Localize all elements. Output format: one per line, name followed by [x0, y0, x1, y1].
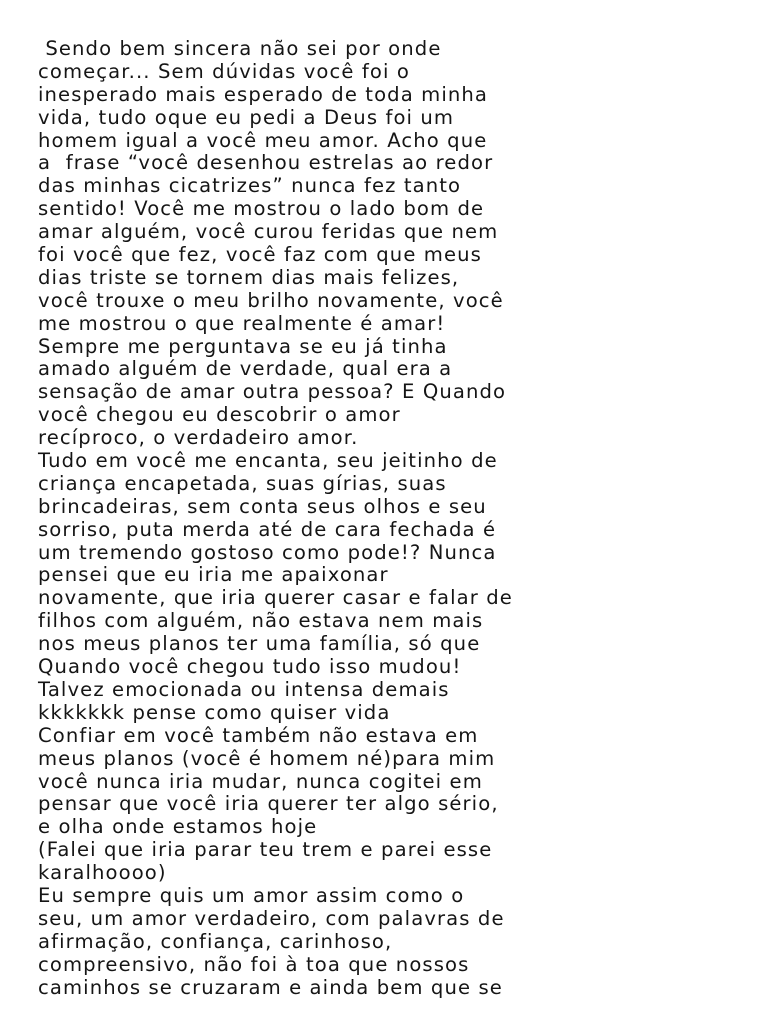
text-line: a frase “você desenhou estrelas ao redor: [38, 151, 494, 175]
text-line: pensei que eu iria me apaixonar: [38, 563, 389, 587]
text-line: Tudo em você me encanta, seu jeitinho de: [38, 449, 498, 473]
text-line: me mostrou o que realmente é amar!: [38, 311, 446, 335]
text-line: um tremendo gostoso como pode!? Nunca: [38, 540, 497, 564]
text-line: vida, tudo oque eu pedi a Deus foi um: [38, 105, 455, 129]
text-line: você nunca iria mudar, nunca cogitei em: [38, 769, 483, 793]
text-line: sorriso, puta merda até de cara fechada é: [38, 517, 497, 541]
text-line: amar alguém, você curou feridas que nem: [38, 220, 499, 244]
text-line: você chegou eu descobrir o amor: [38, 403, 401, 427]
text-line: dias triste se tornem dias mais felizes,: [38, 265, 460, 289]
text-line: homem igual a você meu amor. Acho que: [38, 128, 488, 152]
text-line: amado alguém de verdade, qual era a: [38, 357, 453, 381]
text-line: kkkkkkk pense como quiser vida: [38, 700, 391, 724]
text-line: pensar que você iria querer ter algo sério,: [38, 792, 499, 816]
text-line: e olha onde estamos hoje: [38, 815, 318, 839]
text-line: sentido! Você me mostrou o lado bom de: [38, 197, 485, 221]
text-line: caminhos se cruzaram e ainda bem que se: [38, 975, 503, 999]
text-line: (Falei que iria parar teu trem e parei esse: [38, 838, 493, 862]
text-line: meus planos (você é homem né)para mim: [38, 746, 496, 770]
text-line: karalhoooo): [38, 861, 167, 885]
text-line: foi você que fez, você faz com que meus: [38, 243, 482, 267]
text-line: você trouxe o meu brilho novamente, você: [38, 288, 504, 312]
text-line: das minhas cicatrizes” nunca fez tanto: [38, 174, 462, 198]
text-line: recíproco, o verdadeiro amor.: [38, 426, 359, 450]
text-line: nos meus planos ter uma família, só que: [38, 632, 481, 656]
text-line: novamente, que iria querer casar e falar de: [38, 586, 513, 610]
text-line: inesperado mais esperado de toda minha: [38, 82, 489, 106]
text-line: sensação de amar outra pessoa? E Quando: [38, 380, 507, 404]
text-line: Eu sempre quis um amor assim como o: [38, 883, 465, 907]
text-line: Confiar em você também não estava em: [38, 723, 479, 747]
text-line: Sempre me perguntava se eu já tinha: [38, 334, 448, 358]
text-line: Talvez emocionada ou intensa demais: [38, 677, 450, 701]
text-line: começar... Sem dúvidas você foi o: [38, 59, 410, 83]
text-line: filhos com alguém, não estava nem mais: [38, 609, 484, 633]
text-line: Quando você chegou tudo isso mudou!: [38, 655, 462, 679]
text-line: brincadeiras, sem conta seus olhos e seu: [38, 494, 487, 518]
text-line: Sendo bem sincera não sei por onde: [38, 37, 442, 60]
text-line: criança encapetada, suas gírias, suas: [38, 471, 447, 495]
text-line: compreensivo, não foi à toa que nossos: [38, 952, 470, 976]
text-line: seu, um amor verdadeiro, com palavras de: [38, 906, 505, 930]
text-line: afirmação, confiança, carinhoso,: [38, 929, 393, 953]
letter-text: [38, 38, 738, 999]
